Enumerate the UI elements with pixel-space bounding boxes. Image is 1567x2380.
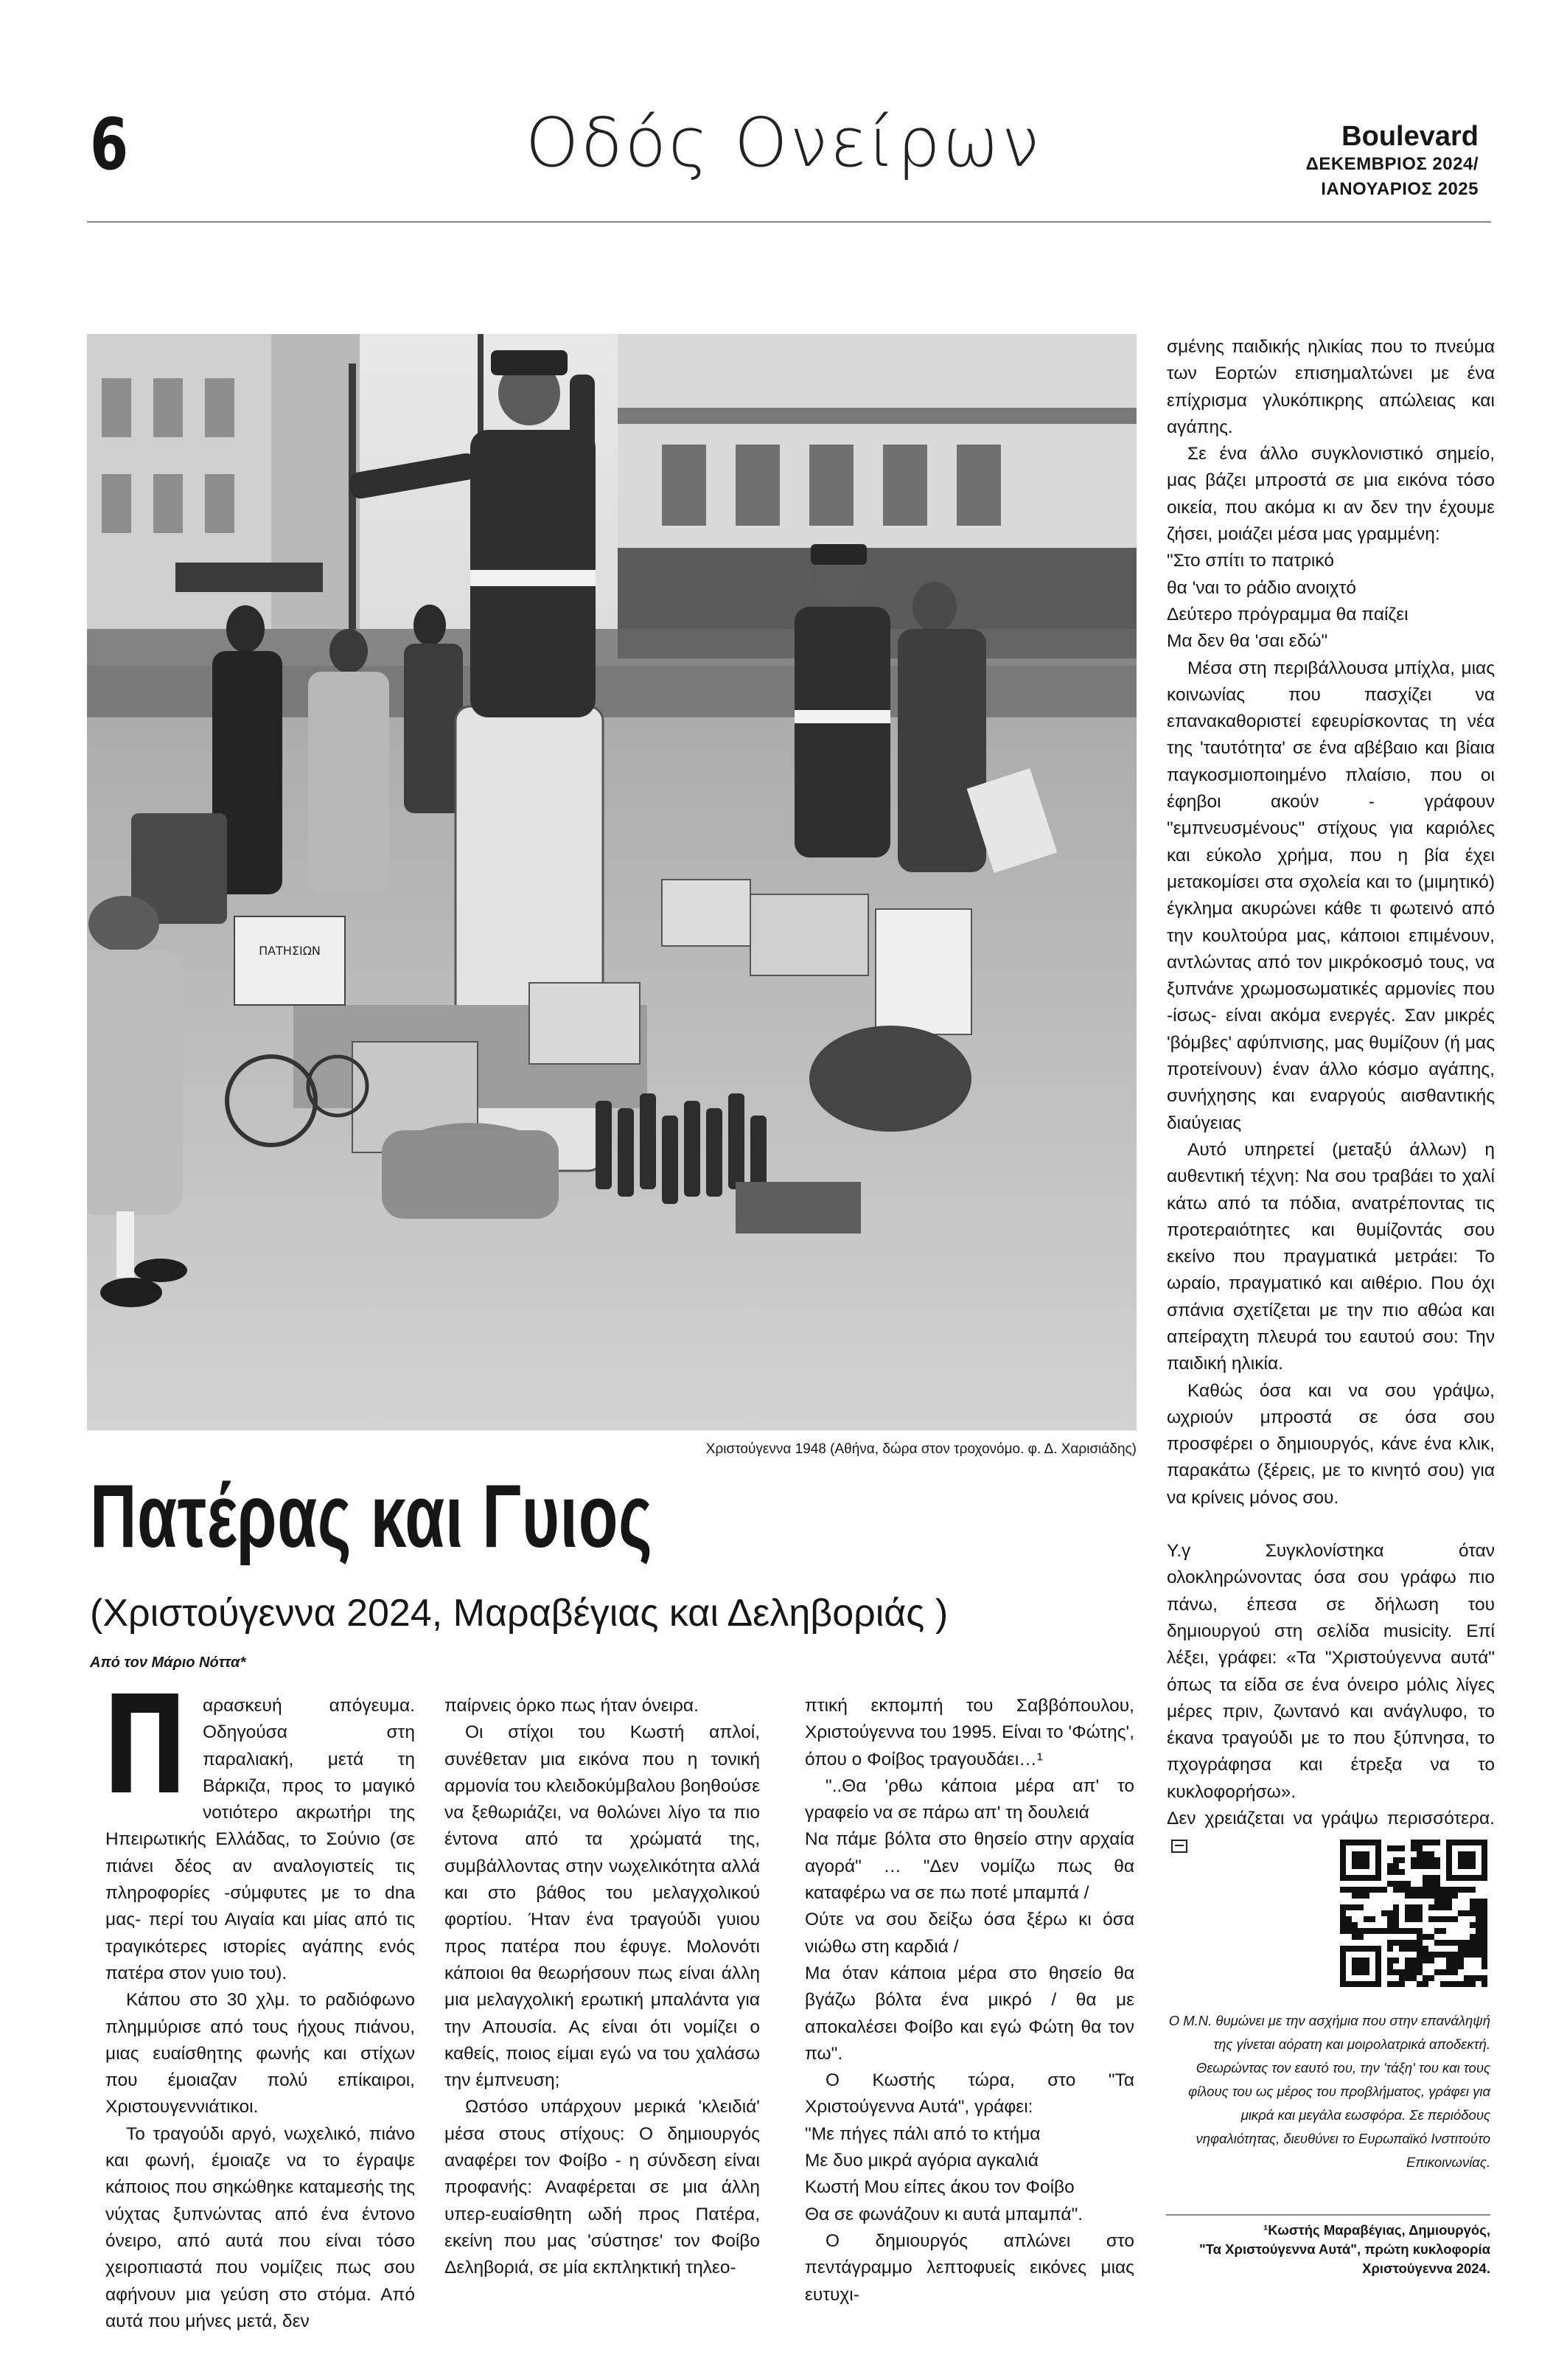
article-column-3 <box>805 1693 1134 2308</box>
article-column-4 <box>1167 334 1495 1859</box>
footnote-line: Χριστούγεννα 2024. <box>1362 2261 1490 2276</box>
section-title: Οδός Ονείρων <box>525 103 1042 182</box>
lyric-line: Δεύτερο πρόγραμμα θα παίζει <box>1167 604 1409 624</box>
article-headline: Πατέρας και Γυιος <box>90 1466 653 1566</box>
paragraph: Οι στίχοι του Κωστή απλοί, συνέθεταν μια εικόνα που η τονική αρμονία του κλειδοκύμβαλου βοηθούσε να ξεθωριάζει, να θολώνει λίγο τα πιο έντονα από τα χρώματά της, συμβάλλοντας στην νωχελικότητα αλλά και στο βάθος του μελαγχολικού φορτίου. Ήταν ένα τραγούδι γυιου προς πατέρα που έφυγε. Μολονότι κάποιοι θα θεωρήσουν πως είναι άλλη μια μελαγχολική ερωτική μπαλάντα για την Απουσία. Ας είναι ότι νομίζει ο καθείς, ποιος είμαι εγώ να του χαλάσω την έμπνευση; <box>444 1722 760 2091</box>
issue-date-line2: ΙΑΝΟΥΑΡΙΟΣ 2025 <box>1321 179 1479 199</box>
closing-line: Δεν χρειάζεται να γράψω περισσότερα. <box>1167 1809 1495 1829</box>
byline: Από τον Μάριο Νόττα* <box>90 1654 246 1671</box>
masthead <box>1306 122 1479 201</box>
end-of-article-icon <box>1171 1840 1187 1853</box>
lyric-line: Ούτε να σου δείξω όσα ξέρω κι όσα νιώθω στη καρδιά / <box>805 1910 1134 1957</box>
article-column-1 <box>102 1667 415 2335</box>
issue-date-line1: ΔΕΚΕΜΒΡΙΟΣ 2024/ <box>1305 154 1479 174</box>
author-note: Ο Μ.Ν. θυμώνει με την ασχήμια που στην επανάληψή της γίνεται αόρατη και μοιρολατρικά αποδεκτή. Θεωρώντας τον εαυτό του, την 'τάξη' του και τους φίλους του ως μέρος του προβλήματος, γράφει για μικρά και μεγάλα εωσφόρα. Σε περιόδους νηφαλιότητας, διευθύνει το Ευρωπαϊκό Ινστιτούτο Επικοινωνίας. <box>1168 2013 1490 2170</box>
footnote <box>1166 2221 1490 2278</box>
paragraph: Σε ένα άλλο συγκλονιστικό σημείο, μας βάζει μπροστά σε μια εικόνα τόσο οικεία, που ακόμα κι αν δεν την έχουμε ζήσει, μοιάζει μέσα μας γραμμένη: <box>1167 444 1495 545</box>
footnote-line: "Τα Χριστούγεννα Αυτά", πρώτη κυκλοφορία <box>1198 2241 1490 2257</box>
lyric-line: Μα όταν κάποια μέρα στο θησείο θα βγάζω βόλτα ένα μικρό / θα με αποκαλέσει Φοίβο και εγώ Φώτη θα τον πω". <box>805 1963 1134 2064</box>
lyric-line: Θα σε φωνάζουν κι αυτά μπαμπά". <box>805 2204 1083 2224</box>
lyric-line: Κωστή Μου είπες άκου τον Φοίβο <box>805 2177 1075 2198</box>
paragraph: παίρνεις όρκο πως ήταν όνειρα. <box>444 1696 699 1716</box>
postscript: Υ.γ Συγκλονίστηκα όταν ολοκληρώνοντας όσα σου γράφω πιο πάνω, έπεσα σε δήλωση του δημιουργού στη σελίδα musicity. Επί λέξει, γράφει: «Τα "Χριστούγεννα αυτά" όπως τα είδα σε ένα όνειρο μόλις λίγες μέρες πριν, ζωντανό και ανάγλυφο, το έκανα τραγούδι με το που ξύπνησα, το πχογράφησα και έτρεξα να το κυκλοφορήσω». <box>1167 1541 1495 1802</box>
article-column-2 <box>444 1693 760 2282</box>
footnote-line: ¹Κωστής Μαραβέγιας, Δημιουργός, <box>1263 2222 1490 2238</box>
photo-caption: Χριστούγεννα 1948 (Αθήνα, δώρα στον τροχονόμο. φ. Δ. Χαρισιάδης) <box>705 1441 1137 1457</box>
page-number: 6 <box>90 103 129 186</box>
brand-name: Boulevard <box>1341 121 1479 152</box>
lyric-line: θα 'ναι το ράδιο ανοιχτό <box>1167 577 1356 598</box>
historical-photo <box>87 334 1137 1430</box>
header-divider <box>87 221 1491 223</box>
paragraph: Μέσα στη περιβάλλουσα μπίχλα, μιας κοινωνίας που πασχίζει να επανακαθοριστεί εφευρίσκοντας τη νέα της 'ταυτότητα' σε ένα αβέβαιο και βίαια παγκοσμιοποιημένο πλαίσιο, που οι έφηβοι ακούν - γράφουν "εμπνευσμένους" στίχους για καριόλες και εύκολο χρήμα, που η βία έχει μετακομίσει στα σχολεία και το (μιμητικό) έγκλημα ακυρώνει κάθε τι φωτεινό από την κουλτούρα μας, κάποιοι επιμένουν, αντλώντας από τον μικρόκοσμό τους, να ξυπνάνε χρωμοσωματικές αρμονίες που -ίσως- είναι ακόμα ενεργές. Σαν μικρές 'βόμβες' αφύπνισης, μας θυμίζουν (ή μας προτείνουν) έναν άλλο κόσμο αγάπης, συνήχησης και εναργούς αισθαντικής διαύγειας <box>1167 658 1495 1133</box>
paragraph: πτική εκπομπή του Σαββόπουλου, Χριστούγεννα του 1995. Είναι το 'Φώτης', όπου ο Φοίβος τραγουδάει…¹ <box>805 1696 1134 1770</box>
paragraph: Καθώς όσα και να σου γράψω, ωχριούν μπροστά σε όσα σου προσφέρει ο δημιουργός, κάνε ένα κλικ, παρακάτω (ξέρεις, με το κινητό σου) για να κρίνεις μόνος σου. <box>1167 1380 1495 1508</box>
paragraph: Αυτό υπηρετεί (μεταξύ άλλων) η αυθεντική τέχνη: Να σου τραβάει το χαλί κάτω από τα πόδια, ανατρέποντας τις προτεραιότητες και θυμίζοντάς σου εκείνο που πραγματικά μετράει: Το ωραίο, πραγματικό και αιθέριο. Που όχι σπάνια σχετίζεται με την πιο αθώα και απείραχτη πλευρά του εαυτού σου: Την παιδική ηλικία. <box>1167 1139 1495 1374</box>
paragraph: Ο δημιουργός απλώνει στο πεντάγραμμο λεπτοφυείς εικόνες μιας ευτυχι- <box>805 2230 1134 2305</box>
drop-cap: Π <box>102 1667 188 1825</box>
paragraph: αρασκευή απόγευμα. Οδηγούσα στη παραλιακή, μετά τη Βάρκιζα, προς το μαγικό νοτιότερο ακρωτήρι της Ηπειρωτικής Ελλάδας, το Σούνιο (σε πιάνει δέος αν αναλογιστείς τις πληροφορίες -σύμφυτες με το dna μας- περί του Αιγαία και μίας από τις τραγικότερες ιστορίες αγάπης ενός πατέρα στον γυιο του). <box>105 1696 415 1983</box>
paragraph: σμένης παιδικής ηλικίας που το πνεύμα των Εορτών επισημαλτώνει με ένα επίχρισμα γλυκόπικρης απώλειας και αγάπης. <box>1167 337 1495 437</box>
paragraph: Κάπου στο 30 χλμ. το ραδιόφωνο πλημμύρισε από τους ήχους πιάνου, μιας ευαίσθητης φωνής και στίχων που έμοιαζαν πολύ επίκαιροι, Χριστουγεννιάτικοι. <box>105 1990 415 2118</box>
lyric-line: "..Θα 'ρθω κάποια μέρα απ' το γραφείο να σε πάρω απ' τη δουλειά <box>805 1775 1134 1823</box>
lyric-line: "Στο σπίτι το πατρικό <box>1167 551 1334 571</box>
lyric-line: "Με πήγες πάλι από το κτήμα <box>805 2123 1041 2144</box>
article-subtitle: (Χριστούγεννα 2024, Μαραβέγιας και Δεληβοριάς ) <box>90 1592 949 1635</box>
cart-sign-text: ΠΑΤΗΣΙΩΝ <box>259 944 321 958</box>
paragraph: Ο Κωστής τώρα, στο "Τα Χριστούγεννα Αυτά", γράφει: <box>805 2070 1134 2118</box>
paragraph: Ωστόσο υπάρχουν μερικά 'κλειδιά' μέσα στους στίχους: Ο δημιουργός αναφέρει τον Φοίβο - η σύνδεση είναι προφανής: Αναφέρεται σε μια άλλη υπερ-ευαίσθητη ωδή προς Πατέρα, εκείνη που μας 'σύστησε' τον Φοίβο Δεληβοριά, σε μία εκπληκτική τηλεο- <box>444 2097 760 2278</box>
lyric-line: Μα δεν θα 'σαι εδώ" <box>1167 631 1328 652</box>
lyric-line: Με δυο μικρά αγόρια αγκαλιά <box>805 2151 1039 2171</box>
footnote-divider <box>1166 2214 1490 2216</box>
lyric-line: Να πάμε βόλτα στο θησείο στην αρχαία αγορά" … "Δεν νομίζω πως θα καταφέρω να σε πω ποτέ μπαμπά / <box>805 1829 1134 1904</box>
qr-code-icon <box>1340 1840 1487 1987</box>
paragraph: Το τραγούδι αργό, νωχελικό, πιάνο και φωνή, έμοιαζε να το έγραψε κάποιος που σηκώθηκε καταμεσής της νύχτας ξυπνώντας από ένα έντονο όνειρο, από αυτά που είναι τόσο χειροπιαστά που νομίζεις πως σου αφήνουν μια γεύση στο στόμα. Από αυτά που μήνες μετά, δεν <box>105 2123 415 2331</box>
